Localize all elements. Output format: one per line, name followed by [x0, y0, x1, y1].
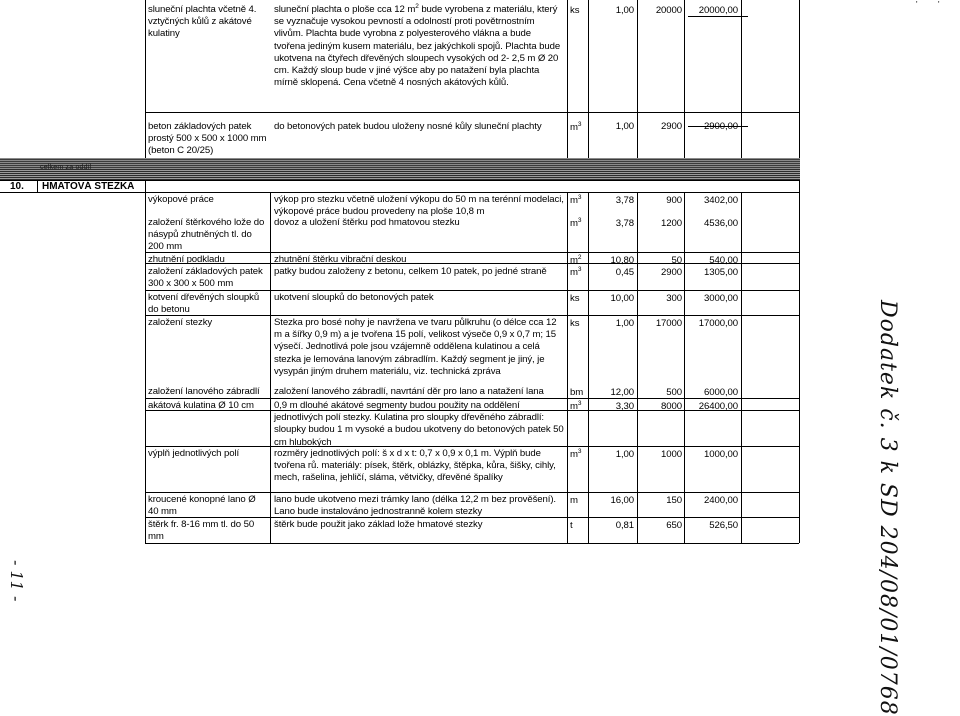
column-divider: [799, 192, 800, 543]
row-divider: [145, 492, 799, 493]
total-cell: 526,50: [709, 520, 738, 531]
item-cell: založení štěrkového lože do násypů zhutněných tl. do 200 mm: [148, 217, 265, 253]
price-cell: 50: [671, 255, 682, 266]
price-cell: 500: [666, 387, 682, 398]
section-title: HMATOVÁ STEZKA: [42, 181, 135, 192]
price-cell: 1000: [661, 449, 682, 460]
unit-cell: m: [570, 495, 578, 506]
total-cell: 1000,00: [704, 449, 738, 460]
quantity-cell: 10,80: [610, 255, 634, 266]
price-cell: 2900: [661, 121, 682, 132]
total-cell: 3402,00: [704, 195, 738, 206]
column-divider: [588, 192, 589, 543]
unit-cell: t: [570, 520, 573, 531]
band-label: celkem za oddíl: [40, 164, 92, 171]
item-cell: akátová kulatina Ø 10 cm: [148, 400, 254, 411]
unit-cell: $m^3$: [570, 194, 582, 206]
unit-cell: ks: [570, 318, 580, 329]
quantity-cell: 3,78: [615, 195, 634, 206]
item-cell: kotvení dřevěných sloupků do betonu: [148, 292, 260, 316]
item-cell: výplň jednotlivých polí: [148, 448, 240, 459]
description-cell: lano bude ukotveno mezi trámky lano (délka 12,2 m bez prověšení). Lano bude instalováno jednostranně kolem stezky: [274, 494, 557, 518]
total-cell: 2400,00: [704, 495, 738, 506]
description-cell: do betonových patek budou uloženy nosné kůly sluneční plachty: [274, 121, 542, 132]
unit-cell: $m^3$: [570, 217, 582, 229]
quantity-cell: 16,00: [610, 495, 634, 506]
price-cell: 2900: [661, 267, 682, 278]
unit-cell: $m^3$: [570, 448, 582, 460]
price-cell: 300: [666, 293, 682, 304]
column-divider: [270, 192, 271, 543]
item-cell: založení lanového zábradlí: [148, 386, 260, 397]
corner-tick: ': [916, 0, 918, 9]
description-cell: založení lanového zábradlí, navrtání děr pro lano a natažení lana: [274, 386, 544, 397]
description-cell: 0,9 m dlouhé akátové segmenty budou použity na oddělení jednotlivých polí stezky. Kulatina pro sloupky dřevěného zábradlí: sloupky budou 1 m vysoké a budou ukotveny do betonových patek 50 cm hlubokých: [274, 400, 564, 448]
price-cell: 8000: [661, 401, 682, 412]
unit-cell: $m^2$: [570, 254, 582, 266]
total-cell: 2900,00: [704, 121, 738, 132]
price-cell: 17000: [655, 318, 682, 329]
column-divider: [684, 192, 685, 543]
quantity-cell: 1,00: [615, 121, 634, 132]
description-cell: rozměry jednotlivých polí: š x d x t: 0,7 x 0,9 x 0,1 m. Výplň bude tvořena rů. materiály: písek, štěrk, oblázky, štěpka, kůra, šišky, cihly, mech, rašelina, jehličí, sláma, větvičky, dřevěné špalíky: [274, 448, 556, 484]
quantity-cell: 1,00: [615, 449, 634, 460]
total-cell: 3000,00: [704, 293, 738, 304]
column-divider: [637, 192, 638, 543]
item-cell: zhutnění podkladu: [148, 254, 225, 265]
item-cell: sluneční plachta včetně 4. vztyčných kůlů z akátové kulatiny: [148, 4, 257, 40]
column-divider: [567, 192, 568, 543]
description-cell: zhutnění štěrku vibrační deskou: [274, 254, 407, 265]
corner-tick: ': [938, 0, 940, 9]
handwritten-side-note: Dodatek č. 3 k SD 204/08/01/0768: [875, 300, 900, 716]
item-cell: založení základových patek 300 x 300 x 500 mm: [148, 266, 263, 290]
total-cell: 26400,00: [698, 401, 738, 412]
column-divider: [741, 192, 742, 543]
quantity-cell: 12,00: [610, 387, 634, 398]
description-cell: sluneční plachta o ploše cca 12 $m^2$ bude vyrobena z materiálu, který se vyznačuje vysokou pevností a odolností proti povětrnostním vlivům. Plachta bude vyrobna z polyesterového vlákna a bude tvořena jediným kusem materiálu, bez jakýchkoli spojů. Plachta bude ukotvena na čtyřech dřevěných sloupech vysokých od 2- 2,5 m Ø 20 cm. Každý sloup bude v jiné výšce aby po natažení byla plachta mírně sklopená. Cena včetně 4 nosných akátových kůlů.: [274, 3, 561, 89]
quantity-cell: 3,30: [615, 401, 634, 412]
unit-cell: $m^3$: [570, 121, 582, 133]
description-cell: dovoz a uložení štěrku pod hmatovou stezku: [274, 217, 460, 228]
row-divider: [0, 192, 800, 193]
item-cell: výkopové práce: [148, 194, 214, 205]
description-cell: štěrk bude použit jako základ lože hmatové stezky: [274, 519, 483, 530]
quantity-cell: 3,78: [615, 218, 634, 229]
column-divider: [567, 0, 568, 158]
price-cell: 20000: [655, 5, 682, 16]
total-cell: 17000,00: [698, 318, 738, 329]
column-divider: [37, 180, 38, 192]
column-divider: [741, 0, 742, 158]
description-cell: patky budou založeny z betonu, celkem 10 patek, po jedné straně: [274, 266, 547, 277]
quantity-cell: 10,00: [610, 293, 634, 304]
quantity-cell: 1,00: [615, 5, 634, 16]
column-divider: [588, 0, 589, 158]
price-cell: 900: [666, 195, 682, 206]
quantity-cell: 0,81: [615, 520, 634, 531]
total-cell: 540,00: [709, 255, 738, 266]
item-cell: založení stezky: [148, 317, 213, 328]
item-cell: beton základových patek prostý 500 x 500 x 1000 mm (beton C 20/25): [148, 121, 267, 157]
total-cell: 4536,00: [704, 218, 738, 229]
price-cell: 1200: [661, 218, 682, 229]
column-divider: [145, 180, 146, 543]
column-divider: [145, 0, 146, 158]
row-divider: [145, 112, 799, 113]
unit-cell: $m^3$: [570, 266, 582, 278]
total-cell: 20000,00: [698, 5, 738, 16]
description-cell: ukotvení sloupků do betonových patek: [274, 292, 434, 303]
price-cell: 150: [666, 495, 682, 506]
description-cell: výkop pro stezku včetně uložení výkopu do 50 m na terénní modelaci, výkopové práce budou provedeny na ploše 10,8 m: [274, 194, 564, 218]
unit-cell: $m^3$: [570, 400, 582, 412]
unit-cell: ks: [570, 5, 580, 16]
section-separator-band: [0, 169, 800, 180]
column-divider: [684, 0, 685, 158]
item-cell: kroucené konopné lano Ø 40 mm: [148, 494, 256, 518]
total-cell: 6000,00: [704, 387, 738, 398]
unit-cell: ks: [570, 293, 580, 304]
item-cell: štěrk fr. 8-16 mm tl. do 50 mm: [148, 519, 255, 543]
quantity-cell: 1,00: [615, 318, 634, 329]
section-number: 10.: [10, 181, 24, 192]
quantity-cell: 0,45: [615, 267, 634, 278]
price-cell: 650: [666, 520, 682, 531]
unit-cell: bm: [570, 387, 584, 398]
handwritten-page-number: - 11 -: [7, 560, 26, 602]
total-cell: 1305,00: [704, 267, 738, 278]
description-cell: Stezka pro bosé nohy je navržena ve tvaru půlkruhu (o délce cca 12 m a šířky 0,9 m) a je tvořena 15 polí, velikost výseče 0,9 x 0,7 m; 15 výsečí. Jednotlivá pole jsou vzájemně oddělena kulatinou a celá stezka je lemována lanovým zábradlím. Každý segment je jiný, je vysypán jiným druhem materiálu, viz. technická zpráva: [274, 317, 557, 377]
column-divider: [637, 0, 638, 158]
